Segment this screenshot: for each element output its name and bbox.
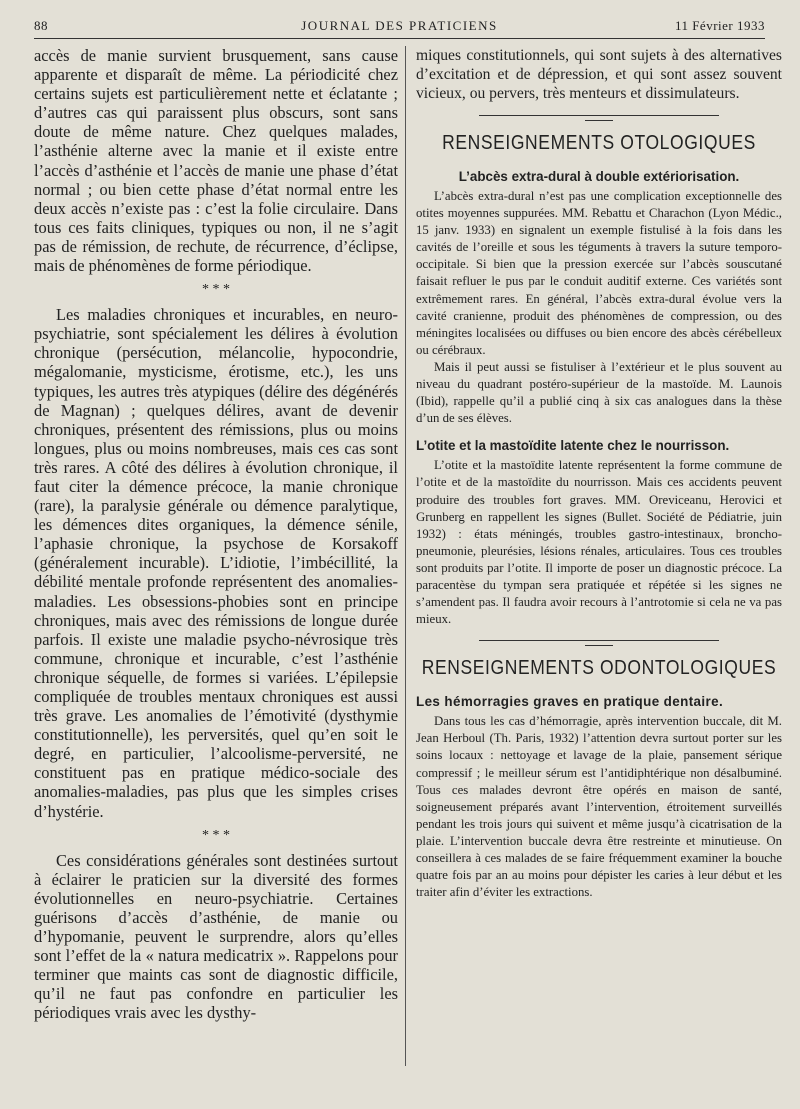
paragraph: L’abcès extra-dural n’est pas une complication exceptionnelle des otites moyennes suppurées. MM. Rebattu et Charachon (Lyon Médic., 15 janv. 1933) en signalent un exemple fistulisé à la fois dans les cavités de l’oreille et sous les téguments à travers la suture temporo-occipitale. Si bien que la pression exercée sur l’abcès souscutané faisait refluer le pus par le conduit auditif externe. Ces variétés sont extrêmement rares. En général, l’abcès extra-dural évolue vers la cavité cranienne, produit des phénomènes de compression, ou des méningites localisées ou diffuses ou bien encore des abcès cérébelleux ou cérébraux. — [416, 189, 782, 357]
section-rule — [479, 115, 719, 116]
paragraph: L’otite et la mastoïdite latente représentent la forme commune de l’otite et de la mastoïdite du nourrisson. Mais ces accidents peuvent produire des troubles fort graves. MM. Oreviceanu, Herovici et Grunberg en rappellent les signes (Bullet. Société de Pédiatrie, juin 1932) : états méningés, troubles gastro-intestinaux, broncho-pneumonie, pleurésies, lésions rénales, articulaires. Tous ces troubles sont produits par l’otite. Il importe de poser un diagnostic précoce. La paracentèse du tympan sera pratiquée et répétée si les signes ne s’amendent pas. Il faudra avoir recours à l’antrotomie si cela ne va pas mieux. — [416, 458, 782, 627]
paragraph: Les maladies chroniques et incurables, en neuro-psychiatrie, sont spécialement les délires à évolution chronique (persécution, mélancolie, hypocondrie, mégalomanie, mysticisme, érotisme, etc.), les uns typiques, les autres très atypiques (délire des dégénérés de Magnan) ; quelques délires, avant de devenir chroniques, présentent des rémissions, plus ou moins longues, plus ou moins nombreuses, mais ces cas sont très rares. A côté des délires à évolution chronique, il faut citer la démence précoce, la manie chronique (rare), la paralysie générale ou démence paralytique, les démences dites organiques, la démence sénile, l’aphasie chronique, la psychose de Korsakoff (généralement incurable). L’idiotie, l’imbécillité, la débilité mentale profonde représentent des anomalies-maladies. Les obsessions-phobies sont en principe chroniques, mais avec des rémissions de longue durée parfois. Il existe une maladie psycho-névrosique très commune, chronique et incurable, c’est l’asthénie chronique séquelle, de formes si variées. L’épilepsie compliquée de troubles mentaux chroniques est aussi très grave. Les anomalies de l’émotivité (dysthymie constitutionnelle), les perversités, quel qu’en soit le degré, en particulier, l’alcoolisme-perversité, ne constituent pas en pratique médico-sociale des anomalies-maladies, pas plus que les simples crises d’hystérie. — [34, 305, 398, 821]
issue-date: 11 Février 1933 — [674, 18, 765, 33]
paragraph: miques constitutionnels, qui sont sujets à des alternatives d’excitation et de dépression, et qui sont assez souvent vicieux, ou pervers, très menteurs et dissimulateurs. — [416, 47, 782, 102]
subheading: L’otite et la mastoïdite latente chez le nourrisson. — [416, 438, 730, 454]
page-header — [34, 14, 765, 36]
right-column — [416, 46, 782, 901]
section-rule-short — [585, 120, 613, 121]
paragraph: Dans tous les cas d’hémorragie, après intervention buccale, dit M. Jean Herboul (Th. Paris, 1932) l’attention devra surtout porter sur les soins locaux : nettoyage et lavage de la plaie, pansement sérique compressif ; le meilleur sérum est l’antidiphtérique non désalbuminé. Tous ces malades devront être opérés en maison de santé, soigneusement préparés avant l’intervention, étroitement surveillés pendant les trois jours qui suivent et même jusqu’à cicatrisation de la plaie. L’intervention buccale devra être restreinte et minutieuse. On conseillera à ces malades de se faire fréquemment examiner la bouche quatre fois par an au moins pour dépister les caries à leur début et les traiter afin d’éviter les extractions. — [416, 714, 782, 900]
journal-title: JOURNAL DES PRATICIENS — [301, 18, 498, 33]
asterism: * * * — [202, 282, 230, 298]
subheading: L’abcès extra-dural à double extériorisation. — [458, 169, 740, 184]
left-column — [34, 46, 398, 1023]
odontology-section — [416, 693, 782, 901]
section-rule — [479, 640, 719, 641]
subheading: Les hémorragies graves en pratique dentaire. — [416, 694, 724, 710]
paragraph: Mais il peut aussi se fistuliser à l’extérieur et le plus souvent au niveau du quadrant postéro-supérieur de la mastoïde. M. Launois (Ibid), rappelle qu’il a publié cinq à six cas analogues dans la thèse d’un de ses élèves. — [416, 359, 782, 426]
page-number: 88 — [34, 18, 48, 33]
otology-section — [416, 168, 782, 628]
section-title-odontology: RENSEIGNEMENTS ODONTOLOGIQUES — [421, 655, 777, 679]
section-rule-short — [585, 645, 613, 646]
asterism: * * * — [202, 827, 230, 843]
paragraph: Ces considérations générales sont destinées surtout à éclairer le praticien sur la diversité des formes évolutionnelles en neuro-psychiatrie. Certaines guérisons d’accès d’asthénie, de manie ou d’hypomanie, peuvent le surprendre, alors qu’elles sont l’effet de la « natura medicatrix ». Rappelons pour terminer que maints cas sont de diagnostic difficile, qu’il ne faut pas confondre en particulier les périodiques vrais avec les dysthy- — [34, 850, 398, 1023]
header-rule — [34, 38, 765, 39]
paragraph: accès de manie survient brusquement, sans cause apparente et disparaît de même. La périodicité chez certains sujets est particulièrement nette et éclatante ; d’autres cas qui paraissent plus obscurs, sont sans doute de même nature. Chez quelques malades, l’asthénie alterne avec la manie et il existe entre l’accès d’asthénie et l’accès de manie une phase d’état normal ; ou bien cette phase d’état normal entre les deux accès n’existe pas : c’est la folie circulaire. Dans tous ces faits cliniques, typiques ou non, il ne s’agit pas de rémission, de rechute, de récurrence, d’éclipse, mais de phénomènes de forme périodique. — [34, 46, 398, 276]
section-title-otology: RENSEIGNEMENTS OTOLOGIQUES — [442, 130, 756, 154]
column-divider — [405, 46, 406, 1066]
